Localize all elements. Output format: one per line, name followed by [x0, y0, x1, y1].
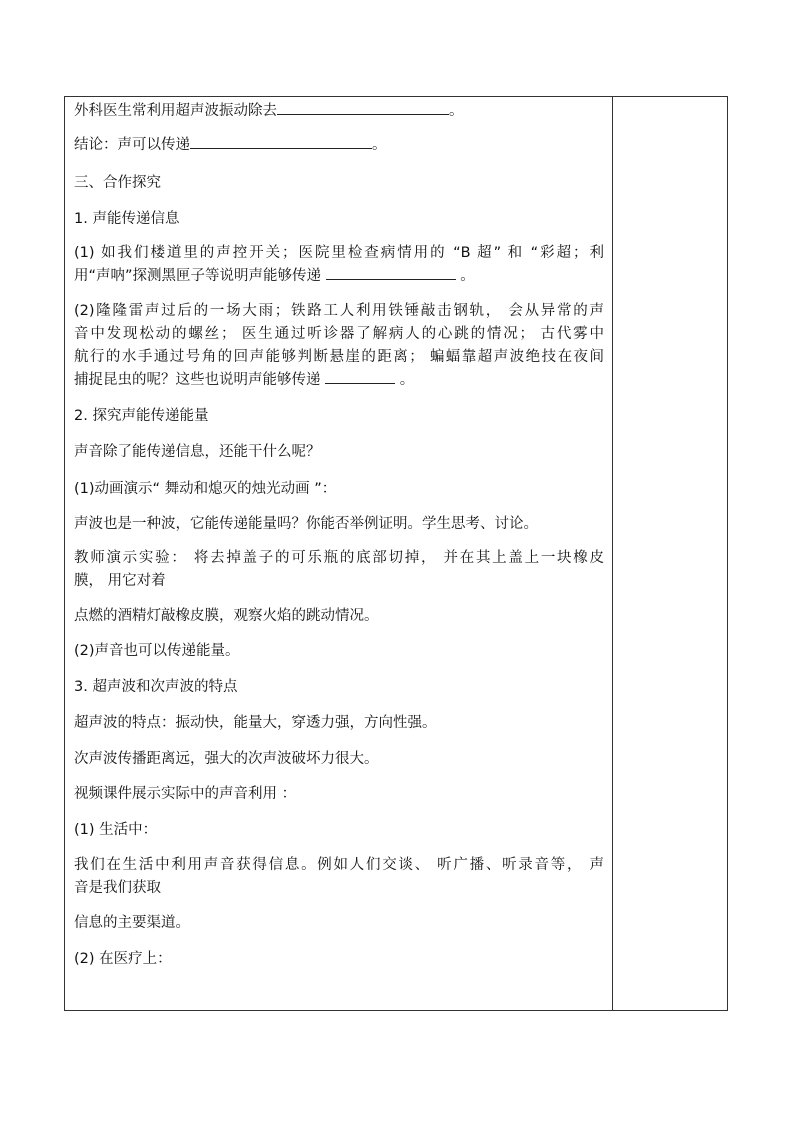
para-energy-conclusion: (2)声音也可以传递能量。 [74, 643, 240, 659]
line-conclusion-end: 。 [372, 137, 387, 153]
para-info-2-line-4-end: 。 [399, 372, 415, 388]
para-video-courseware: 视频课件展示实际中的声音利用 ： [74, 786, 297, 802]
line-surgeon [74, 100, 464, 122]
para-daily-info-line-1: 我们在生活中利用声音获得信息。例如人们交谈、 听广播、听录音等， 声 [74, 857, 604, 873]
para-daily-life: (1) 生活中： [74, 822, 158, 838]
para-wave-question: 声波也是一种波，它能传递能量吗？你能否举例证明。学生思考、讨论。 [74, 516, 538, 532]
subheading-ultrasonic: 3. 超声波和次声波的特点 [74, 679, 238, 695]
para-candle-observe: 点燃的酒精灯敲橡皮膜，观察火焰的跳动情况。 [74, 608, 379, 624]
para-teacher-demo-line-1: 教师演示实验： 将去掉盖子的可乐瓶的底部切掉， 并在其上盖上一块橡皮 [74, 550, 604, 566]
line-conclusion-text: 结论：声可以传递 [74, 137, 190, 153]
para-info-1-line-2-text: 用“声呐”探测黑匣子等说明声能够传递 [74, 268, 322, 284]
para-teacher-demo-line-2: 膜， 用它对着 [74, 573, 166, 589]
para-info-2-line-3: 航行的水手通过号角的回声能够判断悬崖的距离； 蝙蝠靠超声波绝技在夜间 [74, 349, 604, 365]
para-info-1-line-2-end: 。 [460, 268, 475, 284]
para-info-1-line-1: (1) 如我们楼道里的声控开关；医院里检查病情用的 “B 超” 和 “彩超；利 [74, 245, 604, 261]
para-ultrasonic-traits: 超声波的特点：振动快，能量大，穿透力强，方向性强。 [74, 715, 437, 731]
answer-blank-4 [325, 369, 395, 384]
lesson-table [64, 96, 728, 1011]
section-heading-cooperative: 三、合作探究 [74, 175, 161, 191]
answer-blank-2 [190, 134, 372, 149]
line-surgeon-text: 外科医生常利用超声波振动除去 [74, 103, 277, 119]
para-animation-demo: (1)动画演示“ 舞动和熄灭的烛光动画 ”： [74, 481, 337, 497]
line-conclusion [74, 134, 387, 156]
para-info-2-line-1: (2)隆隆雷声过后的一场大雨；铁路工人利用铁锤敲击钢轨， 会从异常的声 [74, 303, 604, 319]
para-info-2-line-2: 音中发现松动的螺丝； 医生通过听诊器了解病人的心跳的情况； 古代雾中 [74, 326, 604, 342]
line-surgeon-end: 。 [449, 103, 464, 119]
para-medical: (2) 在医疗上： [74, 951, 172, 967]
para-daily-info-line-2: 音是我们获取 [74, 880, 161, 896]
para-daily-info-line-3: 信息的主要渠道。 [74, 915, 190, 931]
para-info-2-line-4-text: 捕捉昆虫的呢？这些也说明声能够传递 [74, 372, 321, 388]
content-cell [65, 97, 613, 1010]
para-energy-question: 声音除了能传递信息，还能干什么呢？ [74, 444, 321, 460]
subheading-energy: 2. 探究声能传递能量 [74, 408, 209, 424]
para-info-2-line-4 [74, 369, 414, 391]
notes-cell [613, 97, 727, 1010]
answer-blank-3 [326, 265, 456, 280]
answer-blank-1 [277, 100, 449, 115]
para-info-1-line-2 [74, 265, 475, 287]
para-infrasonic-traits: 次声波传播距离远，强大的次声波破坏力很大。 [74, 751, 379, 767]
subheading-info: 1. 声能传递信息 [74, 211, 180, 227]
